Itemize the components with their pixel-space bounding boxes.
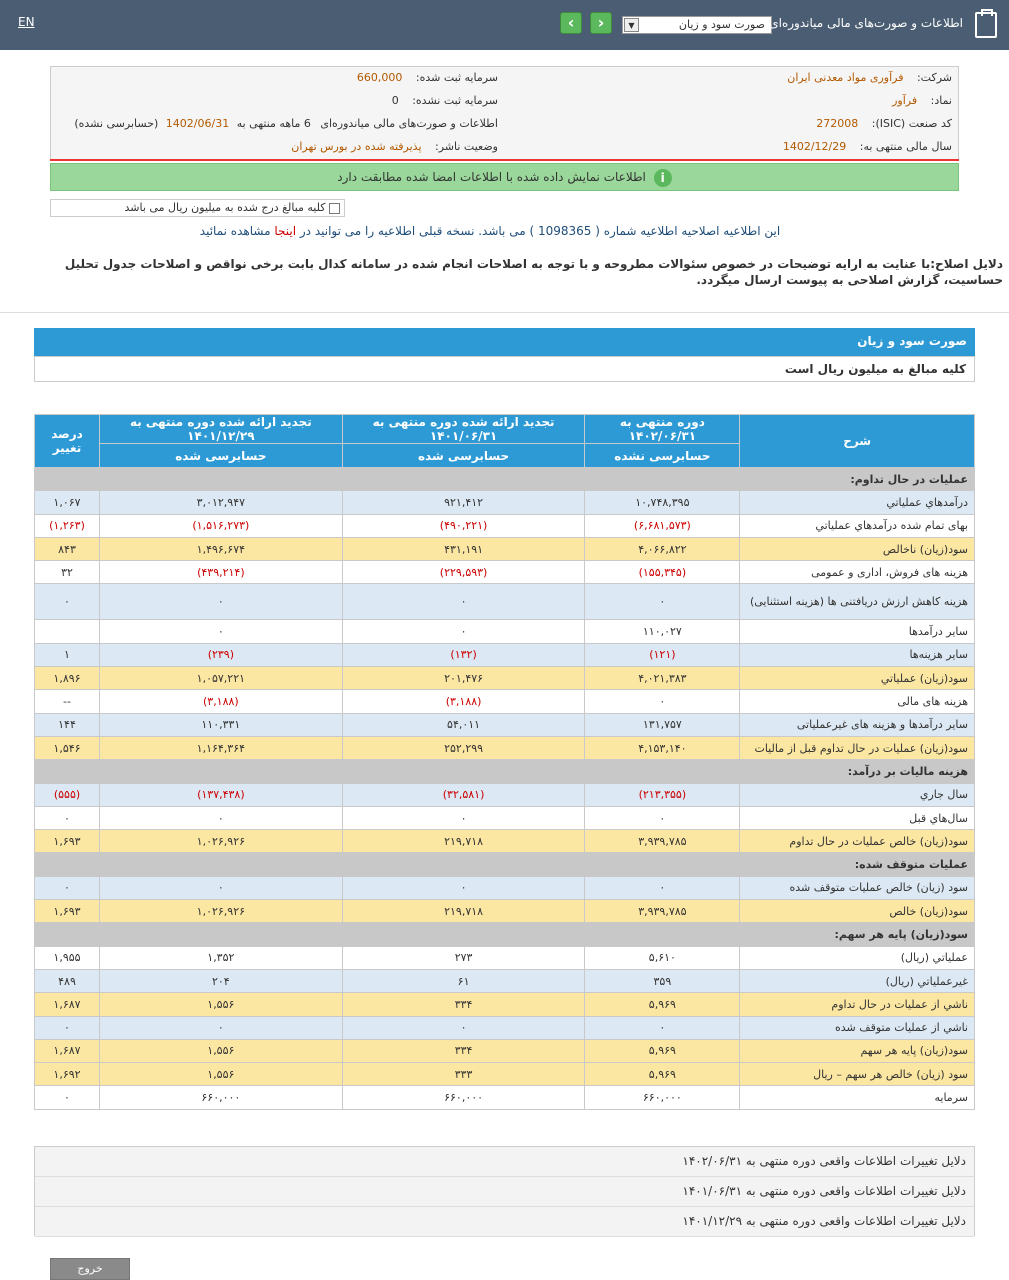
table-row (35, 667, 975, 690)
cell-c3: ۰ (100, 620, 343, 643)
row-description: بهاى تمام شده درآمدهاي عملياتي (740, 514, 975, 537)
cell-c4: ۸۴۳ (35, 537, 100, 560)
cell-c3: (۳,۱۸۸) (100, 690, 343, 713)
cell-c1: ۴,۰۶۶,۸۲۲ (585, 537, 740, 560)
cell-c1: ۳,۹۳۹,۷۸۵ (585, 900, 740, 923)
isic-row: کد صنعت (ISIC): 272008 (816, 117, 952, 130)
table-row (35, 690, 975, 713)
cell-c2: (۳,۱۸۸) (342, 690, 585, 713)
cell-c2: ۲۵۲,۲۹۹ (342, 736, 585, 759)
unregistered-capital: 0 (391, 94, 399, 107)
row-description: سود(زيان) خالص عمليات در حال تداوم (740, 830, 975, 853)
cell-c3: ۱,۱۶۴,۳۶۴ (100, 736, 343, 759)
row-description: سود (زيان) خالص عمليات متوقف شده (740, 876, 975, 899)
row-description: سود(زيان) عمليات در حال تداوم قبل از ماليات (740, 736, 975, 759)
cell-c4: (۱,۲۶۳) (35, 514, 100, 537)
registered-capital: 660,000 (356, 71, 403, 84)
cell-c4: ۰ (35, 584, 100, 620)
cell-c1: ۶۶۰,۰۰۰ (585, 1086, 740, 1109)
table-row (35, 806, 975, 829)
income-statement-table (34, 414, 975, 1110)
cell-c2: ۰ (342, 1016, 585, 1039)
amount-unit-checkbox[interactable] (50, 199, 345, 217)
amendment-reason: دلایل اصلاح:با عنایت به ارایه توضیحات در خصوص سئوالات مطروحه و با توجه به اصلاحات انجام شده در سامانه کدال بابت برخی نواقص و اصلاحات جدول تحلیل حساسیت، گزارش اصلاحی به پیوست ارسال میگردد. (64, 257, 1003, 287)
cell-c1: ۴,۰۲۱,۳۸۳ (585, 667, 740, 690)
verification-notice (50, 163, 959, 191)
column-header-period-1: دوره منتهی به ۱۴۰۲/۰۶/۳۱ (585, 415, 740, 444)
checkbox-label: کلیه مبالغ درج شده به میلیون ریال می باشد (124, 201, 326, 214)
row-description: ناشي از عمليات در حال تداوم (740, 993, 975, 1016)
column-header-desc: شرح (740, 415, 975, 468)
cell-c3: ۳,۰۱۲,۹۴۷ (100, 491, 343, 514)
cell-c1: ۱۱۰,۰۲۷ (585, 620, 740, 643)
cell-c3: ۱,۳۵۲ (100, 946, 343, 969)
cell-c2: ۲۱۹,۷۱۸ (342, 830, 585, 853)
cell-c2: ۰ (342, 806, 585, 829)
cell-c1: (۱۵۵,۳۴۵) (585, 561, 740, 584)
cell-c1: ۴,۱۵۳,۱۴۰ (585, 736, 740, 759)
clipboard-icon (975, 12, 997, 38)
unregistered-capital-row: سرمایه ثبت نشده: 0 (391, 94, 498, 107)
cell-c1: (۲۱۳,۳۵۵) (585, 783, 740, 806)
cell-c1: ۱۳۱,۷۵۷ (585, 713, 740, 736)
cell-c1: ۱۰,۷۴۸,۳۹۵ (585, 491, 740, 514)
cell-c2: ۲۱۹,۷۱۸ (342, 900, 585, 923)
cell-c3: ۲۰۴ (100, 969, 343, 992)
statements-date: 1402/06/31 (165, 117, 230, 130)
cell-c3: ۱,۵۵۶ (100, 1039, 343, 1062)
table-row (35, 783, 975, 806)
row-description: سود(زيان) خالص (740, 900, 975, 923)
row-description: سرمايه (740, 1086, 975, 1109)
company-row: شرکت: فرآوری مواد معدنی ایران (787, 71, 952, 84)
table-row (35, 993, 975, 1016)
cell-c2: ۰ (342, 620, 585, 643)
row-description: درآمدهاي عملياتي (740, 491, 975, 514)
registered-capital-row: سرمایه ثبت شده: 660,000 (356, 71, 498, 84)
cell-c4 (35, 620, 100, 643)
cell-c2: (۳۲,۵۸۱) (342, 783, 585, 806)
cell-c2: ۲۰۱,۴۷۶ (342, 667, 585, 690)
cell-c3: ۱,۵۵۶ (100, 1063, 343, 1086)
table-row (35, 643, 975, 666)
next-button[interactable]: › (590, 12, 612, 34)
table-row (35, 514, 975, 537)
row-description: هزينه هاى فروش، ادارى و عمومى (740, 561, 975, 584)
notice-text: اطلاعات نمایش داده شده با اطلاعات امضا شده مطابقت دارد (337, 170, 646, 184)
table-row (35, 946, 975, 969)
cell-c4: ۱,۰۶۷ (35, 491, 100, 514)
company-info-box (50, 66, 959, 160)
cell-c1: ۵,۶۱۰ (585, 946, 740, 969)
table-row (35, 969, 975, 992)
column-subheader-3: حسابرسی شده (100, 444, 343, 468)
cell-c3: ۶۶۰,۰۰۰ (100, 1086, 343, 1109)
table-row (35, 830, 975, 853)
cell-c1: (۶,۶۸۱,۵۷۳) (585, 514, 740, 537)
info-icon: i (654, 169, 672, 187)
isic-code: 272008 (816, 117, 859, 130)
cell-c3: ۱۱۰,۳۳۱ (100, 713, 343, 736)
cell-c4: ۰ (35, 876, 100, 899)
exit-button[interactable]: خروج (50, 1258, 130, 1280)
change-reason-item[interactable]: دلایل تغییرات اطلاعات واقعی دوره منتهی به ۱۴۰۱/۰۶/۳۱ (35, 1177, 974, 1207)
row-description: سود(زيان) ناخالص (740, 537, 975, 560)
column-header-period-2: تجدید ارائه شده دوره منتهی به ۱۴۰۱/۰۶/۳۱ (342, 415, 585, 444)
cell-c4: (۵۵۵) (35, 783, 100, 806)
company-name: فرآوری مواد معدنی ایران (787, 71, 904, 84)
cell-c3: ۰ (100, 584, 343, 620)
cell-c3: ۱,۵۵۶ (100, 993, 343, 1016)
cell-c3: (۲۳۹) (100, 643, 343, 666)
cell-c4: -- (35, 690, 100, 713)
publisher-status: پذیرفته شده در بورس تهران (291, 140, 422, 153)
cell-c4: ۳۲ (35, 561, 100, 584)
cell-c3: (۴۳۹,۲۱۴) (100, 561, 343, 584)
cell-c2: (۲۲۹,۵۹۳) (342, 561, 585, 584)
table-row (35, 561, 975, 584)
table-row (35, 900, 975, 923)
cell-c2: ۶۶۰,۰۰۰ (342, 1086, 585, 1109)
cell-c3: ۱,۰۲۶,۹۲۶ (100, 900, 343, 923)
column-subheader-1: حسابرسی نشده (585, 444, 740, 468)
cell-c4: ۱,۶۹۳ (35, 900, 100, 923)
row-description: سود(زيان) عملياتي (740, 667, 975, 690)
cell-c2: ۹۲۱,۴۱۲ (342, 491, 585, 514)
cell-c3: (۱,۵۱۶,۲۷۳) (100, 514, 343, 537)
group-label: سود(زيان) پايه هر سهم: (35, 923, 975, 946)
cell-c2: ۶۱ (342, 969, 585, 992)
cell-c1: ۰ (585, 876, 740, 899)
cell-c4: ۱,۸۹۶ (35, 667, 100, 690)
cell-c3: ۱,۰۵۷,۲۲۱ (100, 667, 343, 690)
cell-c4: ۱,۵۴۶ (35, 736, 100, 759)
amendment-note: این اطلاعیه اصلاحیه اطلاعیه شماره ( 1098365 ) می باشد. نسخه قبلی اطلاعیه را می توانید در اینجا مشاهده نمائید (199, 224, 781, 238)
change-reason-item[interactable]: دلایل تغییرات اطلاعات واقعی دوره منتهی به ۱۴۰۲/۰۶/۳۱ (35, 1147, 974, 1177)
cell-c1: ۵,۹۶۹ (585, 1039, 740, 1062)
cell-c1: ۰ (585, 1016, 740, 1039)
row-description: ناشي از عمليات متوقف شده (740, 1016, 975, 1039)
fiscal-year: 1402/12/29 (782, 140, 847, 153)
fiscal-year-row: سال مالی منتهی به: 1402/12/29 (782, 140, 952, 153)
row-description: ساير درآمدها و هزينه هاى غيرعملياتى (740, 713, 975, 736)
cell-c4: ۱,۶۹۳ (35, 830, 100, 853)
row-description: غيرعملياتي (ريال) (740, 969, 975, 992)
row-description: هزينه هاى مالى (740, 690, 975, 713)
divider (50, 159, 959, 161)
report-select[interactable] (622, 16, 772, 34)
cell-c3: ۰ (100, 806, 343, 829)
cell-c2: ۵۴,۰۱۱ (342, 713, 585, 736)
cell-c4: ۴۸۹ (35, 969, 100, 992)
chevron-down-icon[interactable]: ▼ (624, 18, 639, 32)
table-row (35, 491, 975, 514)
publisher-row: وضعیت ناشر: پذیرفته شده در بورس تهران (291, 140, 498, 153)
row-description: سود (زيان) خالص هر سهم – ريال (740, 1063, 975, 1086)
previous-version-link[interactable]: اینجا (274, 224, 297, 238)
cell-c1: ۰ (585, 690, 740, 713)
row-description: ساير درآمدها (740, 620, 975, 643)
cell-c2: (۴۹۰,۲۲۱) (342, 514, 585, 537)
cell-c4: ۰ (35, 1016, 100, 1039)
table-row (35, 876, 975, 899)
table-row (35, 1039, 975, 1062)
top-bar (0, 0, 1009, 50)
group-label: عمليات متوقف شده: (35, 853, 975, 876)
cell-c4: ۱,۶۸۷ (35, 993, 100, 1016)
cell-c3: ۱,۰۲۶,۹۲۶ (100, 830, 343, 853)
checkbox[interactable] (329, 203, 340, 214)
group-label: هزينه ماليات بر درآمد: (35, 760, 975, 783)
table-group-row (35, 853, 975, 876)
cell-c4: ۱,۹۵۵ (35, 946, 100, 969)
cell-c2: ۳۳۴ (342, 993, 585, 1016)
cell-c1: ۵,۹۶۹ (585, 1063, 740, 1086)
cell-c1: ۳,۹۳۹,۷۸۵ (585, 830, 740, 853)
cell-c1: ۵,۹۶۹ (585, 993, 740, 1016)
statements-row: اطلاعات و صورت‌های مالی میاندوره‌ای 6 ماهه منتهی به 1402/06/31 (حسابرسی نشده) (74, 117, 498, 130)
column-header-period-3: تجدید ارائه شده دوره منتهی به ۱۴۰۱/۱۲/۲۹ (100, 415, 343, 444)
table-body (35, 468, 975, 1110)
section-subtitle: کلیه مبالغ به میلیون ریال است (34, 356, 975, 382)
cell-c1: ۰ (585, 584, 740, 620)
table-row (35, 736, 975, 759)
row-description: سال‌هاي قبل (740, 806, 975, 829)
cell-c3: ۱,۴۹۶,۶۷۴ (100, 537, 343, 560)
column-subheader-2: حسابرسی شده (342, 444, 585, 468)
cell-c2: (۱۳۲) (342, 643, 585, 666)
table-row (35, 1016, 975, 1039)
cell-c4: ۱,۶۹۲ (35, 1063, 100, 1086)
cell-c3: (۱۳۷,۴۳۸) (100, 783, 343, 806)
table-group-row (35, 760, 975, 783)
row-description: عملياتي (ريال) (740, 946, 975, 969)
table-group-row (35, 923, 975, 946)
cell-c4: ۱,۶۸۷ (35, 1039, 100, 1062)
section-title: صورت سود و زیان (34, 328, 975, 356)
cell-c2: ۲۷۳ (342, 946, 585, 969)
table-row (35, 1086, 975, 1109)
cell-c1: (۱۲۱) (585, 643, 740, 666)
symbol: فرآور (892, 94, 918, 107)
column-header-change: درصد تغییر (35, 415, 100, 468)
cell-c2: ۴۳۱,۱۹۱ (342, 537, 585, 560)
cell-c2: ۰ (342, 876, 585, 899)
divider (0, 312, 1009, 313)
prev-button[interactable]: ‹ (560, 12, 582, 34)
symbol-row: نماد: فرآور (892, 94, 952, 107)
cell-c4: ۰ (35, 806, 100, 829)
table-row (35, 1063, 975, 1086)
cell-c4: ۱۴۴ (35, 713, 100, 736)
report-select-value: صورت سود و زیان (678, 18, 765, 31)
language-toggle[interactable]: EN (18, 15, 35, 29)
cell-c2: ۳۳۳ (342, 1063, 585, 1086)
change-reasons-list (34, 1146, 975, 1236)
row-description: هزینه کاهش ارزش دریافتنی ها (هزینه استثنایی) (740, 584, 975, 620)
cell-c3: ۰ (100, 1016, 343, 1039)
cell-c2: ۰ (342, 584, 585, 620)
cell-c3: ۰ (100, 876, 343, 899)
table-row (35, 537, 975, 560)
row-description: سال جاري (740, 783, 975, 806)
cell-c1: ۰ (585, 806, 740, 829)
cell-c1: ۳۵۹ (585, 969, 740, 992)
page-title: اطلاعات و صورت‌های مالی میاندوره‌ای (769, 16, 963, 30)
table-row (35, 584, 975, 620)
table-group-row (35, 468, 975, 491)
cell-c4: ۰ (35, 1086, 100, 1109)
row-description: سایر هزینه‌ها (740, 643, 975, 666)
change-reason-item[interactable]: دلایل تغییرات اطلاعات واقعی دوره منتهی به ۱۴۰۱/۱۲/۲۹ (35, 1207, 974, 1237)
cell-c4: ۱ (35, 643, 100, 666)
table-row (35, 713, 975, 736)
table-row (35, 620, 975, 643)
cell-c2: ۳۳۴ (342, 1039, 585, 1062)
group-label: عملیات در حال تداوم: (35, 468, 975, 491)
row-description: سود(زيان) پايه هر سهم (740, 1039, 975, 1062)
